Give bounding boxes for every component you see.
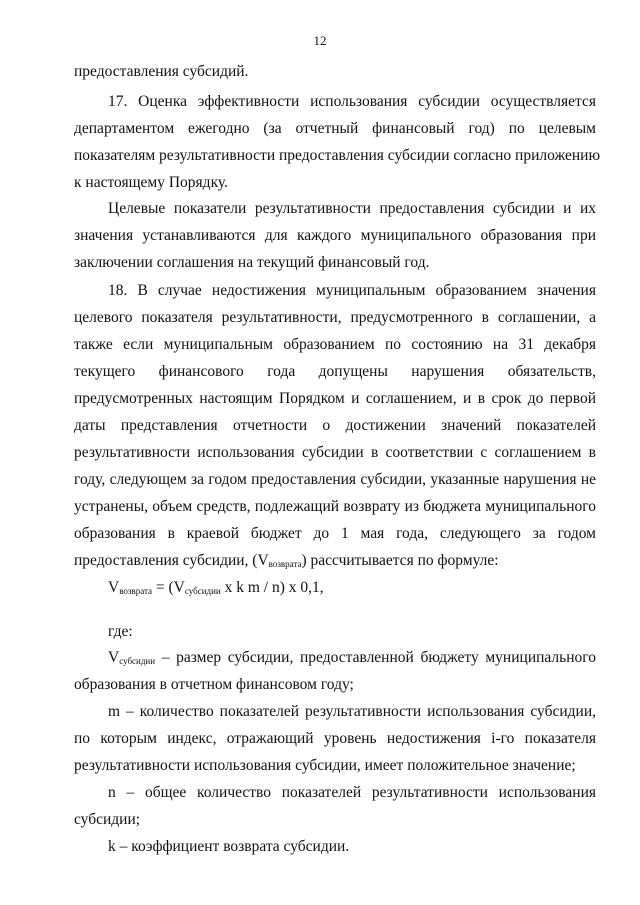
definition-n-line-1: n – общее количество показателей результативности использования — [108, 784, 596, 801]
paragraph-18-line-8: году, следующем за годом предоставления субсидии, указанные нарушения не — [74, 471, 596, 488]
paragraph-18-line-9: устранены, объем средств, подлежащий возврату из бюджета муниципального — [74, 498, 596, 515]
targets-line-2: значения устанавливаются для каждого муниципального образования при — [74, 227, 596, 244]
page-number: 12 — [313, 33, 327, 48]
definition-n-line-2: субсидии; — [74, 811, 141, 828]
paragraph-18-line-5: предусмотренных настоящим Порядком и соглашением, и в срок до первой — [74, 390, 596, 407]
paragraph-17-line-1: 17. Оценка эффективности использования субсидии осуществляется — [108, 93, 596, 110]
where-label: где: — [108, 623, 133, 640]
paragraph-18-line-4: текущего финансового года допущены нарушения обязательств, — [74, 363, 596, 380]
paragraph-18-line-10: образования в краевой бюджет до 1 мая года, следующего за годом — [74, 525, 596, 542]
paragraph-18-line-7: результативности использования субсидии в соответствии с соглашением в — [74, 444, 596, 461]
return-formula: $V_{возврата} = (V_{субсидии}$ x k m / n) x 0,1, — [108, 579, 324, 596]
paragraph-17-line-3: показателям результативности предоставления субсидии согласно приложению — [74, 147, 601, 164]
targets-line-1: Целевые показатели результативности предоставления субсидии и их — [108, 200, 596, 217]
definition-m-line-3: результативности использования субсидии, имеет положительное значение; — [74, 757, 576, 774]
paragraph-17-line-2: департаментом ежегодно (за отчетный финансовый год) по целевым — [74, 120, 596, 137]
paragraph-17-line-4: к настоящему Порядку. — [74, 174, 228, 191]
definition-m-line-1: m – количество показателей результативности использования субсидии, — [108, 703, 596, 720]
definition-m-line-2: по которым индекс, отражающий уровень недостижения i-го показателя — [74, 730, 596, 747]
paragraph-18-line-3: также если муниципальным образованием по состоянию на 31 декабря — [74, 336, 596, 353]
definition-k: k – коэффициент возврата субсидии. — [108, 838, 350, 855]
paragraph-16-tail: предоставления субсидий. — [74, 63, 249, 80]
definition-v-line-1: $V_{субсидии}$ – размер субсидии, предоставленной бюджету муниципального — [108, 649, 596, 666]
paragraph-18-line-2: целевого показателя результативности, предусмотренного в соглашении, а — [74, 309, 596, 326]
paragraph-18-line-6: даты представления отчетности о достижении значений показателей — [74, 417, 596, 434]
paragraph-18-line-11: предоставления субсидии, $(V_{возврата})$ рассчитывается по формуле: — [74, 552, 499, 569]
targets-line-3: заключении соглашения на текущий финансовый год. — [74, 254, 430, 271]
definition-v-line-2: образования в отчетном финансовом году; — [74, 676, 354, 693]
paragraph-18-line-1: 18. В случае недостижения муниципальным образованием значения — [108, 282, 596, 299]
